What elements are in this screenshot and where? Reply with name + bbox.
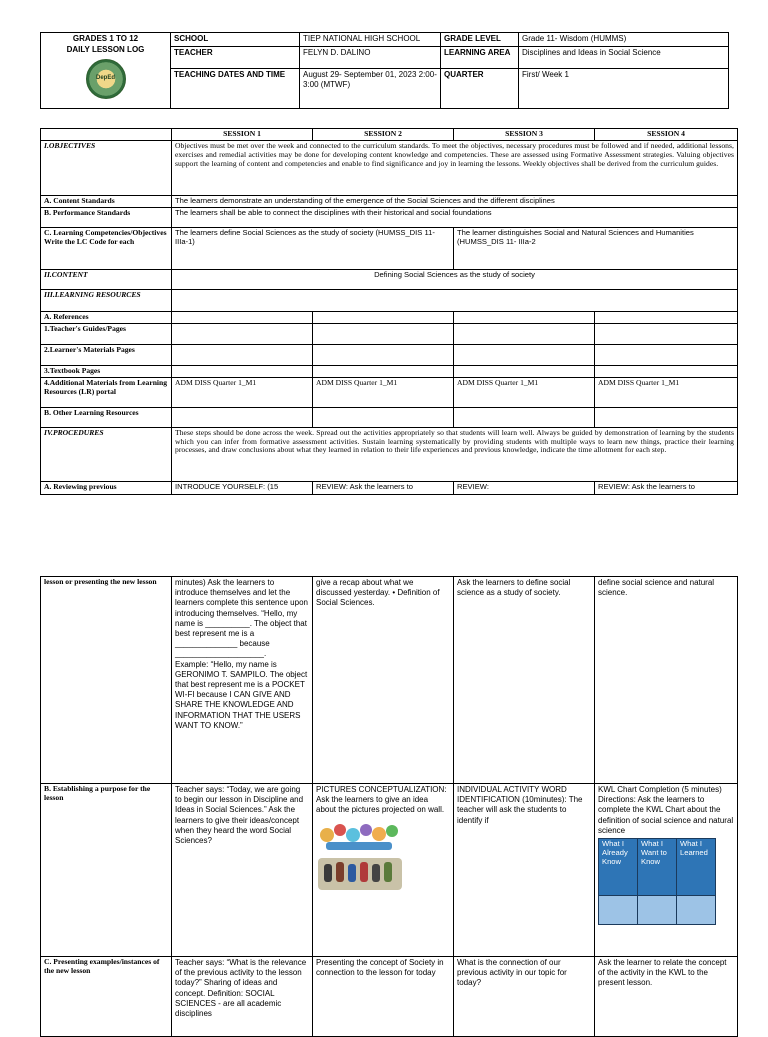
- competencies-label: C. Learning Competencies/Objectives Write the LC Code for each: [41, 227, 172, 269]
- resources-label: III.LEARNING RESOURCES: [41, 289, 172, 311]
- lesson-table-part2: [40, 576, 738, 1037]
- additional-materials-s1: ADM DISS Quarter 1_M1: [172, 377, 313, 407]
- grade-label: GRADE LEVEL: [441, 33, 519, 47]
- teachers-guides-s1: [172, 323, 313, 344]
- kwl-learned-header: What I Learned: [677, 839, 716, 896]
- pictures-collage-image: [316, 822, 404, 892]
- other-resources-s1: [172, 407, 313, 427]
- deped-seal-icon: DepEd: [86, 59, 126, 99]
- lesson-table-part1: [40, 128, 738, 495]
- teachers-guides-s4: [595, 323, 738, 344]
- teachers-guides-label: 1.Teacher's Guides/Pages: [41, 323, 172, 344]
- school-label: SCHOOL: [171, 33, 300, 47]
- header-table: [40, 32, 729, 109]
- purpose-s4-text: KWL Chart Completion (5 minutes) Directions: Ask the learners to complete the KWL Chart about the definition of social science and natural science: [598, 785, 734, 835]
- reviewing-s2-text: give a recap about what we discussed yesterday. • Definition of Social Sciences.: [313, 577, 454, 784]
- teacher-label: TEACHER: [171, 46, 300, 68]
- teacher-value: FELYN D. DALINO: [300, 46, 441, 68]
- competencies-text-a: The learners define Social Sciences as the study of society (HUMSS_DIS 11- IIIa-1): [172, 227, 454, 269]
- reviewing-s1-start: INTRODUCE YOURSELF: (15: [172, 481, 313, 494]
- session-header-1: SESSION 1: [172, 129, 313, 141]
- learners-materials-label: 2.Learner's Materials Pages: [41, 344, 172, 365]
- log-title-grades: GRADES 1 TO 12: [72, 34, 139, 43]
- session-header-3: SESSION 3: [454, 129, 595, 141]
- reviewing-s3-text: Ask the learners to define social science as a study of society.: [454, 577, 595, 784]
- presenting-s3-text: What is the connection of our previous activity in our topic for today?: [454, 957, 595, 1037]
- other-resources-s3: [454, 407, 595, 427]
- quarter-value: First/ Week 1: [519, 68, 729, 108]
- session-header-4: SESSION 4: [595, 129, 738, 141]
- learners-materials-s1: [172, 344, 313, 365]
- reviewing-s2-start: REVIEW: Ask the learners to: [313, 481, 454, 494]
- competencies-text-b: The learner distinguishes Social and Natural Sciences and Humanities (HUMSS_DIS 11- IIIa-2: [454, 227, 738, 269]
- objectives-text: Objectives must be met over the week and connected to the curriculum standards. To meet the objectives, necessary procedures must be followed and if needed, additional lessons, exercises and remedial activities may be done for developing content knowledge and competencies. These are assessed using Formative Assessment strategies. Valuing objectives support the learning of content and competencies and enable to find significance and joy in learning the lessons. Weekly objectives shall be derived from the curriculum guides.: [172, 140, 738, 195]
- learners-materials-s2: [313, 344, 454, 365]
- references-s3: [454, 311, 595, 323]
- references-s4: [595, 311, 738, 323]
- presenting-s1-text: Teacher says: “What is the relevance of the previous activity to the lesson today?” Sharing of ideas and concept. Definition: SOCIAL SCIENCES - are all academic disciplines: [172, 957, 313, 1037]
- content-standards-label: A. Content Standards: [41, 195, 172, 207]
- reviewing-s1-text: minutes) Ask the learners to introduce themselves and let the learners complete this sentence upon introducing themselves. “Hello, my name is __________. The object that best represent me is a ______________ because ____________________.: [175, 578, 308, 659]
- procedures-label: IV.PROCEDURES: [41, 427, 172, 481]
- additional-materials-s3: ADM DISS Quarter 1_M1: [454, 377, 595, 407]
- log-title-dll: DAILY LESSON LOG: [66, 44, 145, 54]
- textbook-s4: [595, 365, 738, 377]
- learners-materials-s3: [454, 344, 595, 365]
- reviewing-s3-start: REVIEW:: [454, 481, 595, 494]
- reviewing-label: A. Reviewing previous: [41, 481, 172, 494]
- reviewing-s1-example: Example: “Hello, my name is GERONIMO T. SAMPILO. The object that best represent me is a POCKET WI-FI because I CAN GIVE AND SHARE THE KNOWLEDGE AND INFORMATION THAT THE USERS WANT TO KNOW.”: [175, 659, 308, 730]
- purpose-s3-text: INDIVIDUAL ACTIVITY WORD IDENTIFICATION (10minutes): The teacher will ask the students to identify if: [454, 784, 595, 957]
- teachers-guides-s2: [313, 323, 454, 344]
- presenting-s2-text: Presenting the concept of Society in connection to the lesson for today: [313, 957, 454, 1037]
- procedures-text: These steps should be done across the week. Spread out the activities appropriately so that students will learn well. Always be guided by demonstration of learning by the students which you can infer from formative assessment activities. Sustain learning systematically by providing students with multiple ways to learn new things, practice their learning processes, and draw conclusions about what they learned in relation to their life experiences and previous knowledge, indicate the time allotment for each step.: [172, 427, 738, 481]
- reviewing-s4-start: REVIEW: Ask the learners to: [595, 481, 738, 494]
- log-title: [41, 33, 171, 109]
- reviewing-label-cont: lesson or presenting the new lesson: [41, 577, 172, 784]
- kwl-want-header: What I Want to Know: [638, 839, 677, 896]
- kwl-know-header: What I Already Know: [599, 839, 638, 896]
- session-header-2: SESSION 2: [313, 129, 454, 141]
- presenting-label: C. Presenting examples/instances of the new lesson: [41, 957, 172, 1037]
- learners-materials-s4: [595, 344, 738, 365]
- purpose-s1-text: Teacher says: “Today, we are going to begin our lesson in Discipline and Ideas in Social Sciences.” Ask the learners to give their ideas/concept when they heard the word Social Sciences?: [172, 784, 313, 957]
- resources-blank: [172, 289, 738, 311]
- other-resources-label: B. Other Learning Resources: [41, 407, 172, 427]
- quarter-label: QUARTER: [441, 68, 519, 108]
- kwl-want-cell: [638, 896, 677, 925]
- area-label: LEARNING AREA: [441, 46, 519, 68]
- area-value: Disciplines and Ideas in Social Science: [519, 46, 729, 68]
- textbook-s3: [454, 365, 595, 377]
- kwl-chart: [598, 838, 716, 925]
- kwl-learned-cell: [677, 896, 716, 925]
- content-standards-text: The learners demonstrate an understanding of the emergence of the Social Sciences and the different disciplines: [172, 195, 738, 207]
- textbook-label: 3.Textbook Pages: [41, 365, 172, 377]
- kwl-know-cell: [599, 896, 638, 925]
- objectives-label: I.OBJECTIVES: [41, 140, 172, 195]
- purpose-s2-text: PICTURES CONCEPTUALIZATION: Ask the learners to give an idea about the pictures projected on wall.: [316, 785, 447, 815]
- teachers-guides-s3: [454, 323, 595, 344]
- other-resources-s4: [595, 407, 738, 427]
- grade-value: Grade 11- Wisdom (HUMMS): [519, 33, 729, 47]
- additional-materials-s2: ADM DISS Quarter 1_M1: [313, 377, 454, 407]
- additional-materials-s4: ADM DISS Quarter 1_M1: [595, 377, 738, 407]
- purpose-label: B. Establishing a purpose for the lesson: [41, 784, 172, 957]
- reviewing-s4-text: define social science and natural science.: [595, 577, 738, 784]
- presenting-s4-text: Ask the learner to relate the concept of the activity in the KWL to the present lesson.: [595, 957, 738, 1037]
- dates-label: TEACHING DATES AND TIME: [171, 68, 300, 108]
- school-value: TIEP NATIONAL HIGH SCHOOL: [300, 33, 441, 47]
- performance-standards-text: The learners shall be able to connect the disciplines with their historical and social foundations: [172, 207, 738, 227]
- textbook-s1: [172, 365, 313, 377]
- content-text: Defining Social Sciences as the study of society: [172, 269, 738, 289]
- session-header-blank: [41, 129, 172, 141]
- textbook-s2: [313, 365, 454, 377]
- references-s1: [172, 311, 313, 323]
- references-s2: [313, 311, 454, 323]
- performance-standards-label: B. Performance Standards: [41, 207, 172, 227]
- other-resources-s2: [313, 407, 454, 427]
- additional-materials-label: 4.Additional Materials from Learning Resources (LR) portal: [41, 377, 172, 407]
- references-label: A. References: [41, 311, 172, 323]
- dates-value: August 29- September 01, 2023 2:00-3:00 (MTWF): [300, 68, 441, 108]
- content-label: II.CONTENT: [41, 269, 172, 289]
